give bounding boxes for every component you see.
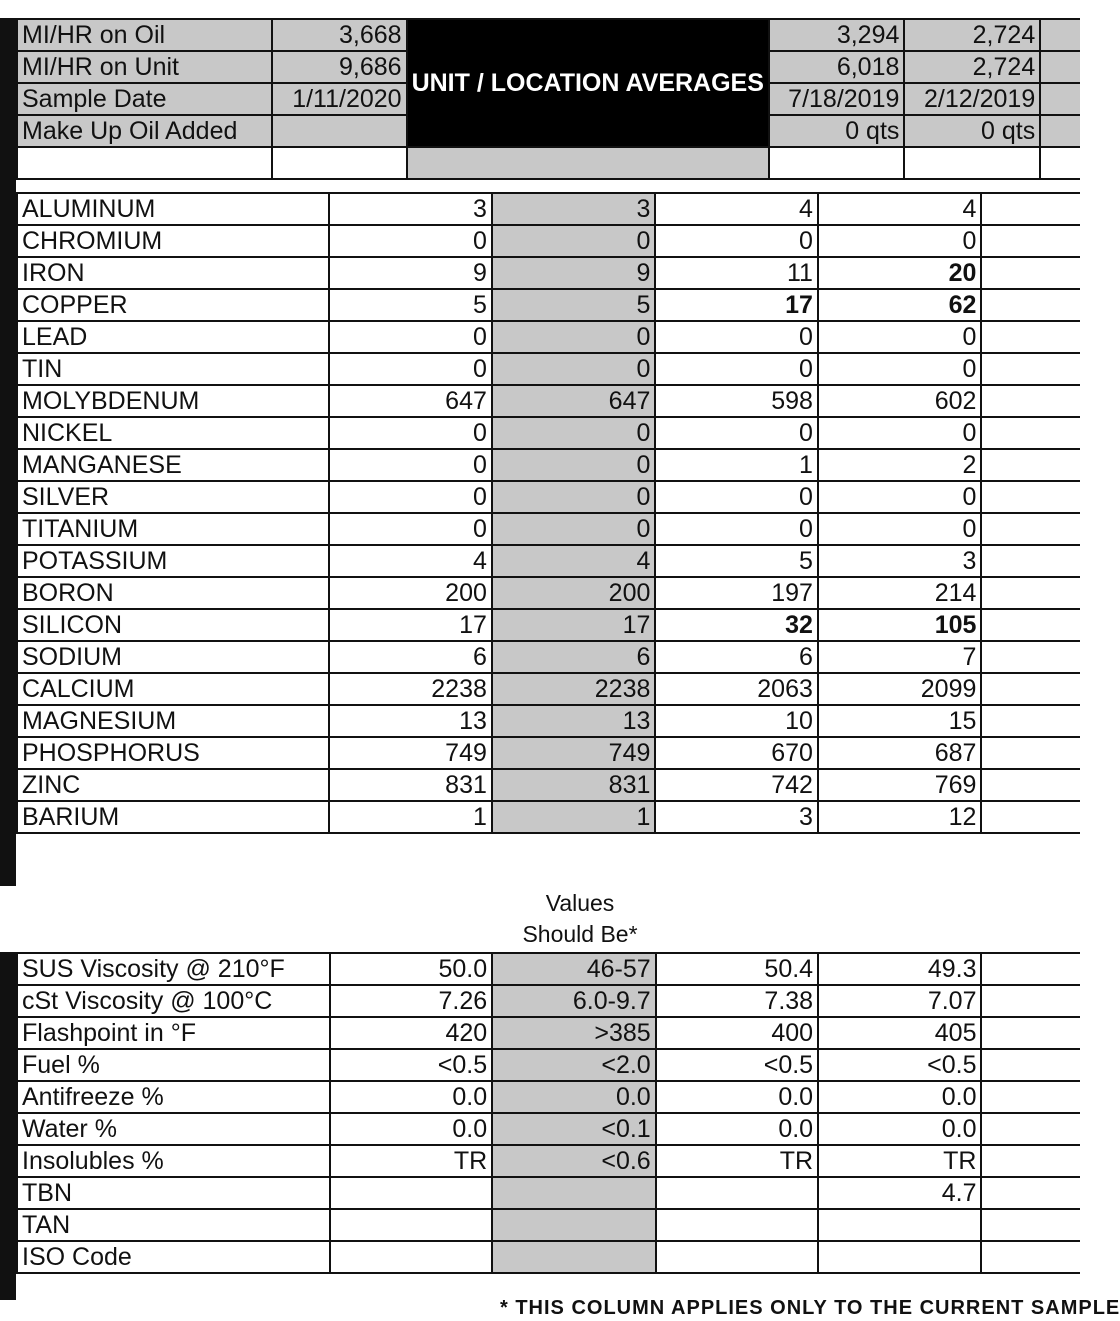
element-sample-2: 5	[655, 545, 818, 577]
section-sidebar-bottom	[0, 952, 16, 1300]
spacer-cell	[904, 147, 1040, 179]
element-name: CHROMIUM	[17, 225, 329, 257]
element-current: 647	[329, 385, 492, 417]
element-name: POTASSIUM	[17, 545, 329, 577]
property-row	[17, 953, 1080, 985]
element-row	[17, 481, 1080, 513]
header-row	[17, 19, 1080, 51]
element-sample-2: 0	[655, 225, 818, 257]
element-extra	[981, 417, 1080, 449]
element-sample-2: 10	[655, 705, 818, 737]
property-sample-2: 400	[656, 1017, 818, 1049]
element-row	[17, 257, 1080, 289]
property-should-be: >385	[492, 1017, 656, 1049]
element-name: MAGNESIUM	[17, 705, 329, 737]
element-current: 0	[329, 481, 492, 513]
property-should-be: 0.0	[492, 1081, 656, 1113]
element-average: 6	[492, 641, 656, 673]
averages-header: UNIT / LOCATION AVERAGES	[407, 19, 769, 147]
header-sample-2: 7/18/2019	[769, 83, 904, 115]
element-extra	[981, 673, 1080, 705]
element-sample-2: 4	[655, 193, 818, 225]
element-row	[17, 801, 1080, 833]
element-sample-2: 0	[655, 417, 818, 449]
header-table	[16, 18, 1080, 180]
element-extra	[981, 705, 1080, 737]
element-sample-3: 15	[818, 705, 982, 737]
element-current: 13	[329, 705, 492, 737]
element-row	[17, 449, 1080, 481]
element-sample-3: 3	[818, 545, 982, 577]
element-extra	[981, 225, 1080, 257]
spacer-cell	[1040, 147, 1080, 179]
element-average: 4	[492, 545, 656, 577]
element-average: 0	[492, 353, 656, 385]
property-name: Antifreeze %	[17, 1081, 330, 1113]
element-sample-3: 0	[818, 417, 982, 449]
property-sample-2: 50.4	[656, 953, 818, 985]
property-sample-2: <0.5	[656, 1049, 818, 1081]
element-sample-3: 602	[818, 385, 982, 417]
element-row	[17, 641, 1080, 673]
property-row	[17, 1145, 1080, 1177]
property-row	[17, 1081, 1080, 1113]
property-name: Fuel %	[17, 1049, 330, 1081]
property-sample-2: 7.38	[656, 985, 818, 1017]
element-row	[17, 769, 1080, 801]
element-average: 9	[492, 257, 656, 289]
header-sample-2: 6,018	[769, 51, 904, 83]
property-extra	[981, 1081, 1080, 1113]
element-extra	[981, 513, 1080, 545]
element-sample-3: 0	[818, 321, 982, 353]
header-label: MI/HR on Oil	[17, 19, 272, 51]
element-name: TIN	[17, 353, 329, 385]
element-sample-2: 0	[655, 353, 818, 385]
element-average: 0	[492, 481, 656, 513]
element-current: 2238	[329, 673, 492, 705]
header-current: 3,668	[272, 19, 406, 51]
element-current: 0	[329, 449, 492, 481]
element-row	[17, 417, 1080, 449]
spacer-cell	[407, 147, 769, 179]
element-name: MOLYBDENUM	[17, 385, 329, 417]
element-sample-2: 6	[655, 641, 818, 673]
property-extra	[981, 1017, 1080, 1049]
element-sample-2: 17	[655, 289, 818, 321]
property-sample-3: 0.0	[818, 1081, 981, 1113]
element-extra	[981, 257, 1080, 289]
element-sample-2: 11	[655, 257, 818, 289]
header-extra	[1040, 115, 1080, 147]
property-sample-2	[656, 1177, 818, 1209]
element-average: 647	[492, 385, 656, 417]
property-extra	[981, 953, 1080, 985]
element-current: 0	[329, 321, 492, 353]
element-sample-3: 214	[818, 577, 982, 609]
values-should-be-line2: Should Be*	[522, 921, 638, 947]
element-current: 0	[329, 417, 492, 449]
property-extra	[981, 1209, 1080, 1241]
element-row	[17, 577, 1080, 609]
header-sample-2: 3,294	[769, 19, 904, 51]
property-row	[17, 985, 1080, 1017]
element-extra	[981, 737, 1080, 769]
element-name: BARIUM	[17, 801, 329, 833]
element-average: 0	[492, 513, 656, 545]
element-row	[17, 609, 1080, 641]
element-extra	[981, 641, 1080, 673]
header-sample-2: 0 qts	[769, 115, 904, 147]
element-extra	[981, 193, 1080, 225]
element-name: CALCIUM	[17, 673, 329, 705]
element-sample-3: 2	[818, 449, 982, 481]
element-current: 0	[329, 225, 492, 257]
element-row	[17, 193, 1080, 225]
spacer-cell	[272, 147, 406, 179]
header-current: 1/11/2020	[272, 83, 406, 115]
element-sample-3: 20	[818, 257, 982, 289]
footnote: * THIS COLUMN APPLIES ONLY TO THE CURRENT SAMPLE	[500, 1297, 1120, 1319]
header-sample-3: 2,724	[904, 51, 1040, 83]
element-row	[17, 513, 1080, 545]
property-current: 0.0	[330, 1081, 492, 1113]
property-sample-3	[818, 1209, 981, 1241]
property-should-be	[492, 1177, 656, 1209]
element-average: 13	[492, 705, 656, 737]
spacer-row	[17, 147, 1080, 179]
element-sample-3: 7	[818, 641, 982, 673]
property-sample-2: TR	[656, 1145, 818, 1177]
values-should-be-line1: Values	[545, 890, 615, 916]
property-current	[330, 1177, 492, 1209]
element-sample-3: 0	[818, 513, 982, 545]
property-should-be: <0.1	[492, 1113, 656, 1145]
element-sample-2: 0	[655, 321, 818, 353]
property-extra	[981, 1241, 1080, 1273]
header-extra	[1040, 19, 1080, 51]
element-average: 0	[492, 321, 656, 353]
element-sample-3: 0	[818, 225, 982, 257]
element-sample-2: 598	[655, 385, 818, 417]
property-sample-3: 49.3	[818, 953, 981, 985]
element-sample-2: 1	[655, 449, 818, 481]
element-average: 749	[492, 737, 656, 769]
element-sample-2: 670	[655, 737, 818, 769]
footnote-cutoff	[500, 1297, 1120, 1321]
property-should-be: <0.6	[492, 1145, 656, 1177]
element-current: 749	[329, 737, 492, 769]
property-name: Water %	[17, 1113, 330, 1145]
property-name: ISO Code	[17, 1241, 330, 1273]
property-name: Flashpoint in °F	[17, 1017, 330, 1049]
spacer-cell	[17, 147, 272, 179]
property-should-be	[492, 1209, 656, 1241]
spacer-cell	[769, 147, 904, 179]
property-name: TAN	[17, 1209, 330, 1241]
property-sample-3	[818, 1241, 981, 1273]
element-name: PHOSPHORUS	[17, 737, 329, 769]
property-sample-2: 0.0	[656, 1081, 818, 1113]
element-average: 2238	[492, 673, 656, 705]
element-name: TITANIUM	[17, 513, 329, 545]
element-extra	[981, 449, 1080, 481]
element-current: 5	[329, 289, 492, 321]
element-average: 200	[492, 577, 656, 609]
property-name: TBN	[17, 1177, 330, 1209]
property-sample-3: 7.07	[818, 985, 981, 1017]
property-current	[330, 1241, 492, 1273]
property-current: 7.26	[330, 985, 492, 1017]
element-sample-2: 197	[655, 577, 818, 609]
element-current: 0	[329, 513, 492, 545]
header-label: MI/HR on Unit	[17, 51, 272, 83]
element-extra	[981, 609, 1080, 641]
property-should-be	[492, 1241, 656, 1273]
element-average: 0	[492, 225, 656, 257]
element-sample-3: 12	[818, 801, 982, 833]
element-sample-3: 62	[818, 289, 982, 321]
element-name: SODIUM	[17, 641, 329, 673]
element-average: 5	[492, 289, 656, 321]
element-sample-3: 0	[818, 353, 982, 385]
property-row	[17, 1017, 1080, 1049]
section-sidebar-top	[0, 18, 16, 886]
property-sample-2	[656, 1209, 818, 1241]
element-average: 0	[492, 449, 656, 481]
element-current: 9	[329, 257, 492, 289]
property-row	[17, 1209, 1080, 1241]
header-label: Sample Date	[17, 83, 272, 115]
element-sample-3: 0	[818, 481, 982, 513]
element-current: 4	[329, 545, 492, 577]
element-sample-3: 4	[818, 193, 982, 225]
element-row	[17, 353, 1080, 385]
property-current: 0.0	[330, 1113, 492, 1145]
element-name: SILVER	[17, 481, 329, 513]
element-sample-2: 32	[655, 609, 818, 641]
element-sample-2: 742	[655, 769, 818, 801]
header-label: Make Up Oil Added	[17, 115, 272, 147]
property-sample-3: 405	[818, 1017, 981, 1049]
element-average: 1	[492, 801, 656, 833]
element-row	[17, 737, 1080, 769]
element-current: 0	[329, 353, 492, 385]
property-sample-3: TR	[818, 1145, 981, 1177]
property-sample-3: 4.7	[818, 1177, 981, 1209]
element-sample-2: 2063	[655, 673, 818, 705]
element-row	[17, 321, 1080, 353]
property-row	[17, 1177, 1080, 1209]
element-current: 17	[329, 609, 492, 641]
element-current: 3	[329, 193, 492, 225]
element-current: 6	[329, 641, 492, 673]
property-current: 50.0	[330, 953, 492, 985]
header-sample-3: 0 qts	[904, 115, 1040, 147]
property-row	[17, 1241, 1080, 1273]
property-current	[330, 1209, 492, 1241]
element-name: ZINC	[17, 769, 329, 801]
elements-table	[16, 192, 1080, 834]
property-should-be: 46-57	[492, 953, 656, 985]
property-extra	[981, 1145, 1080, 1177]
property-sample-3: <0.5	[818, 1049, 981, 1081]
element-extra	[981, 481, 1080, 513]
property-extra	[981, 1177, 1080, 1209]
element-row	[17, 385, 1080, 417]
header-current: 9,686	[272, 51, 406, 83]
property-should-be: <2.0	[492, 1049, 656, 1081]
element-extra	[981, 385, 1080, 417]
element-extra	[981, 321, 1080, 353]
element-current: 200	[329, 577, 492, 609]
element-extra	[981, 353, 1080, 385]
element-name: MANGANESE	[17, 449, 329, 481]
values-should-be-note	[490, 888, 670, 950]
element-extra	[981, 801, 1080, 833]
element-extra	[981, 769, 1080, 801]
element-name: IRON	[17, 257, 329, 289]
element-name: COPPER	[17, 289, 329, 321]
property-row	[17, 1113, 1080, 1145]
properties-table	[16, 952, 1080, 1274]
element-sample-3: 105	[818, 609, 982, 641]
header-extra	[1040, 83, 1080, 115]
property-sample-2: 0.0	[656, 1113, 818, 1145]
element-row	[17, 673, 1080, 705]
header-sample-3: 2/12/2019	[904, 83, 1040, 115]
element-current: 831	[329, 769, 492, 801]
element-average: 0	[492, 417, 656, 449]
property-current: 420	[330, 1017, 492, 1049]
property-row	[17, 1049, 1080, 1081]
property-should-be: 6.0-9.7	[492, 985, 656, 1017]
element-extra	[981, 577, 1080, 609]
element-sample-2: 0	[655, 481, 818, 513]
property-name: SUS Viscosity @ 210°F	[17, 953, 330, 985]
element-current: 1	[329, 801, 492, 833]
property-sample-2	[656, 1241, 818, 1273]
element-name: LEAD	[17, 321, 329, 353]
element-average: 17	[492, 609, 656, 641]
header-current	[272, 115, 406, 147]
header-sample-3: 2,724	[904, 19, 1040, 51]
property-extra	[981, 1049, 1080, 1081]
property-name: cSt Viscosity @ 100°C	[17, 985, 330, 1017]
element-average: 3	[492, 193, 656, 225]
element-sample-3: 2099	[818, 673, 982, 705]
element-extra	[981, 289, 1080, 321]
property-extra	[981, 985, 1080, 1017]
element-sample-3: 687	[818, 737, 982, 769]
element-sample-2: 0	[655, 513, 818, 545]
element-extra	[981, 545, 1080, 577]
element-name: BORON	[17, 577, 329, 609]
element-row	[17, 705, 1080, 737]
element-sample-2: 3	[655, 801, 818, 833]
property-current: TR	[330, 1145, 492, 1177]
property-extra	[981, 1113, 1080, 1145]
element-row	[17, 289, 1080, 321]
element-average: 831	[492, 769, 656, 801]
element-sample-3: 769	[818, 769, 982, 801]
element-row	[17, 545, 1080, 577]
property-current: <0.5	[330, 1049, 492, 1081]
element-name: NICKEL	[17, 417, 329, 449]
property-name: Insolubles %	[17, 1145, 330, 1177]
property-sample-3: 0.0	[818, 1113, 981, 1145]
element-name: SILICON	[17, 609, 329, 641]
header-extra	[1040, 51, 1080, 83]
element-row	[17, 225, 1080, 257]
element-name: ALUMINUM	[17, 193, 329, 225]
